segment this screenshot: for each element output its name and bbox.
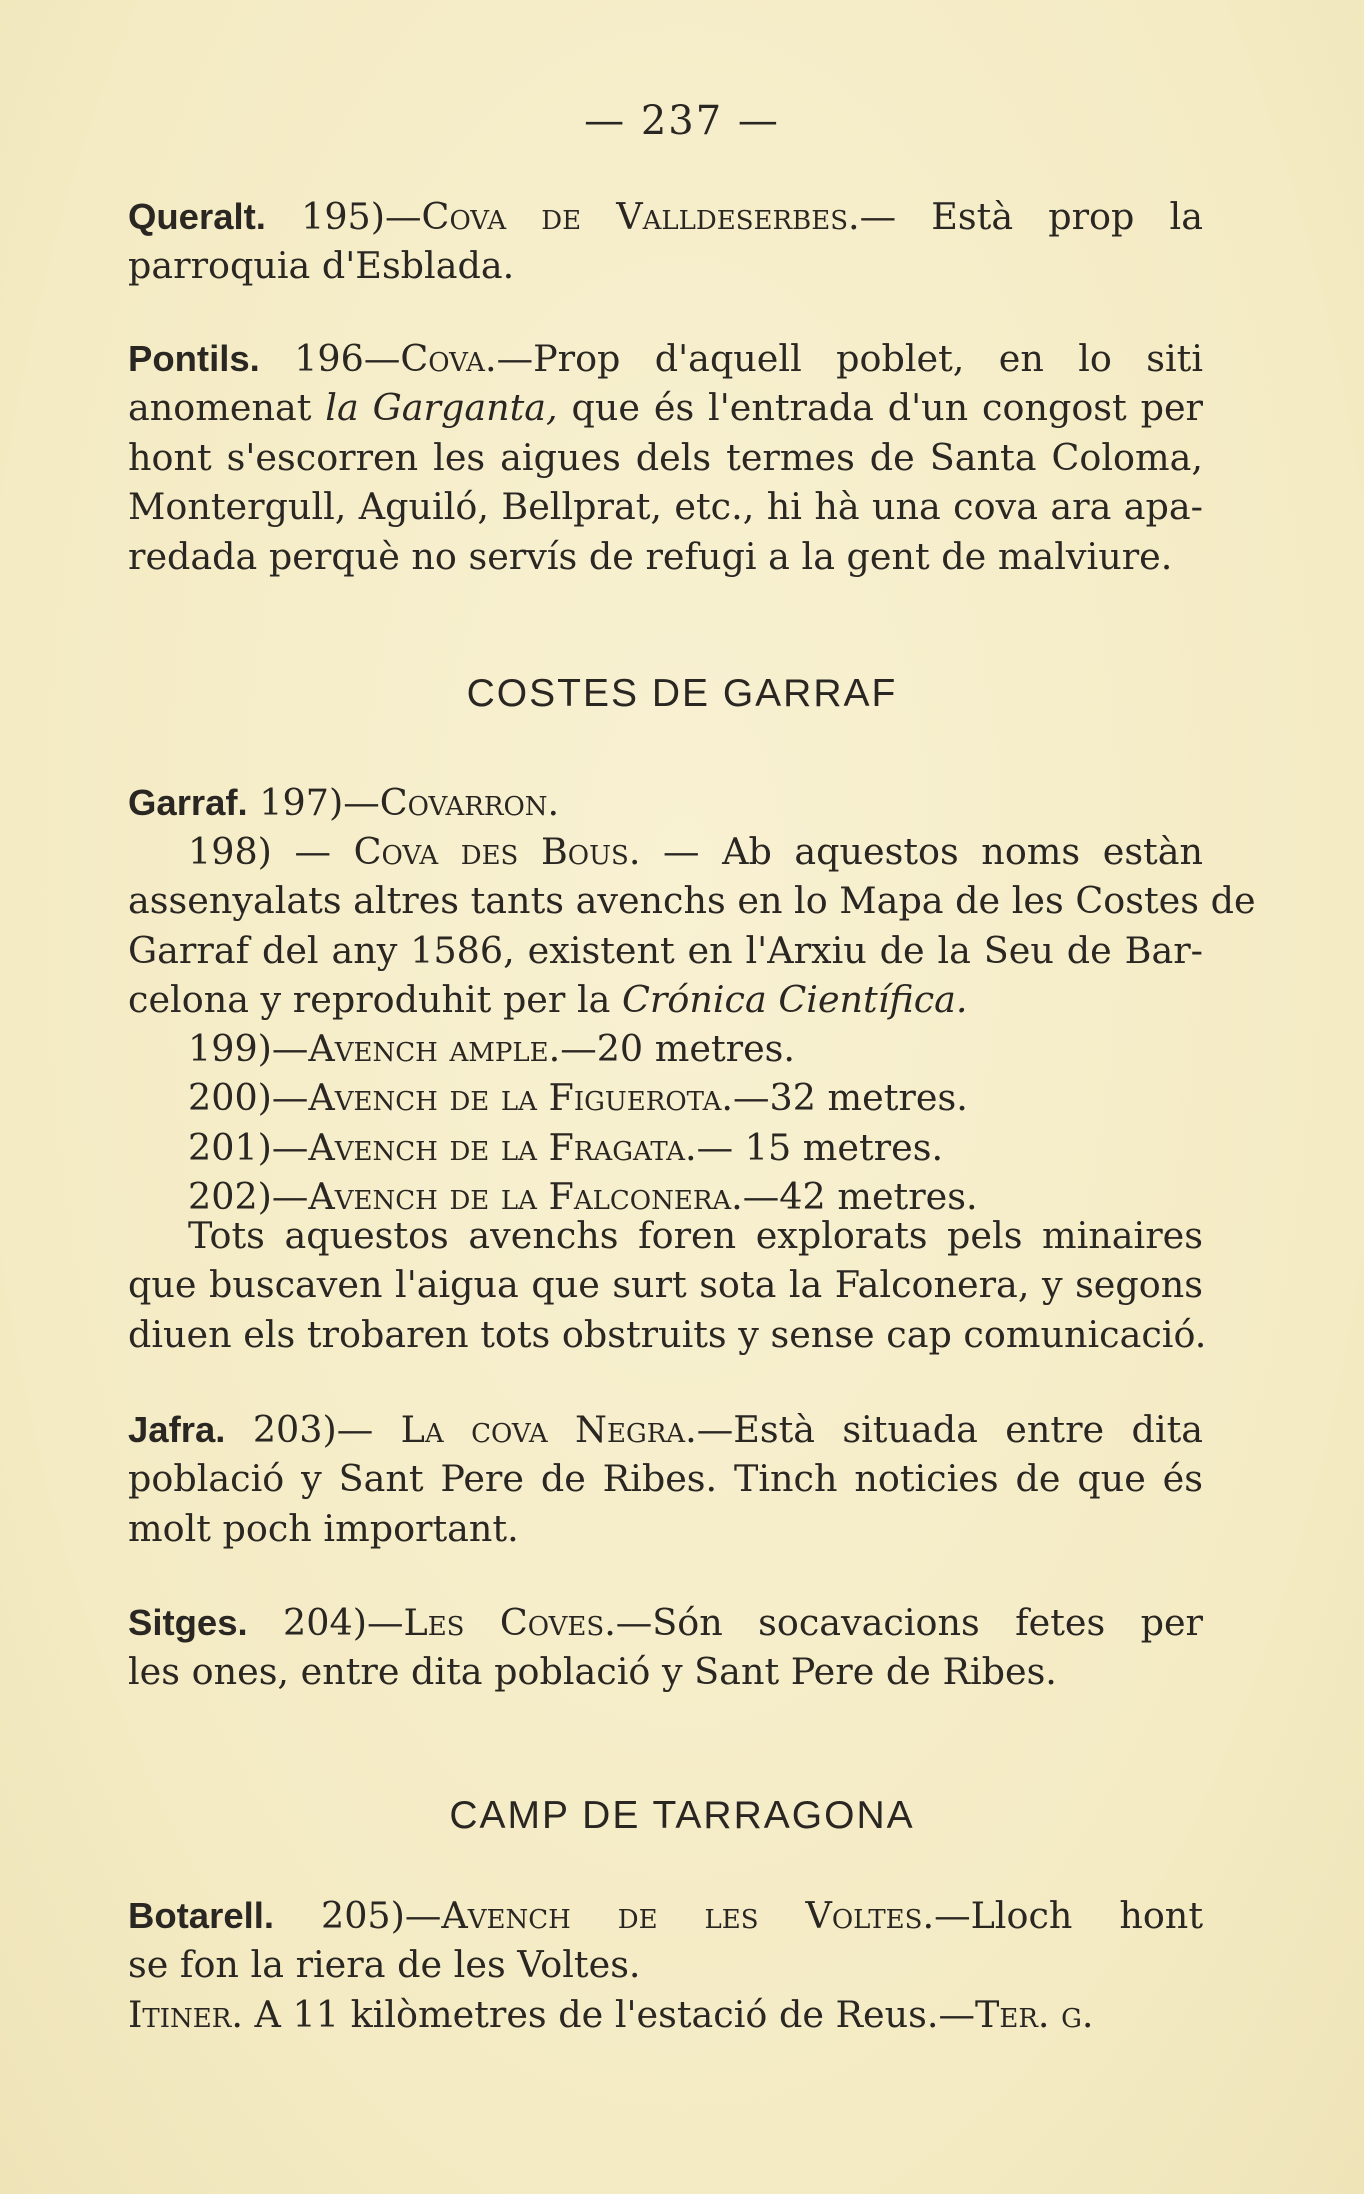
cave-name: Covarron. xyxy=(379,781,560,824)
entry-text: A 11 kilòmetres de l'estació de Reus.— xyxy=(242,1992,975,2036)
entry-number: 198) — xyxy=(188,830,354,873)
entry-sitges xyxy=(128,1598,1203,1697)
avench-list xyxy=(128,1024,1203,1222)
page-number: — 237 — xyxy=(584,98,780,144)
entry-number: 202)— xyxy=(188,1175,309,1219)
entry-number: 196— xyxy=(259,337,401,380)
cave-name: Avench de la Falconera. xyxy=(308,1175,743,1219)
place-name: Queralt. xyxy=(128,196,266,237)
entry-line xyxy=(128,1405,1203,1454)
cave-name: Avench de la Figuerota. xyxy=(308,1076,733,1120)
entry-line: Montergull, Aguiló, Bellprat, etc., hi hà una cova ara apa- xyxy=(128,485,1203,529)
entry-botarell xyxy=(128,1891,1203,2039)
entry-text: anomenat xyxy=(128,386,326,430)
entry-pontils xyxy=(128,334,1203,581)
entry-line xyxy=(128,1598,1203,1647)
entry-line xyxy=(128,192,1203,241)
entry-line: molt poch important. xyxy=(128,1506,519,1550)
place-name: Jafra. xyxy=(128,1409,226,1450)
entry-line: redada perquè no servís de refugi a la gent de malviure. xyxy=(128,534,1173,578)
section-heading-tarragona: CAMP DE TARRAGONA xyxy=(449,1794,915,1837)
entry-line: població y Sant Pere de Ribes. Tinch noticies de que és xyxy=(128,1457,1203,1501)
entry-queralt xyxy=(128,192,1203,291)
cave-name: Cova. xyxy=(400,337,497,380)
entry-garraf xyxy=(128,778,1203,827)
entry-line xyxy=(128,334,1203,383)
list-item xyxy=(128,1123,1203,1172)
entry-text: —Lloch hont xyxy=(934,1894,1203,1937)
entry-line: parroquia d'Esblada. xyxy=(128,244,515,288)
place-name: Pontils. xyxy=(128,338,260,379)
entry-line: Garraf del any 1586, existent en l'Arxiu de la Seu de Bar- xyxy=(128,928,1203,972)
section-heading-garraf: COSTES DE GARRAF xyxy=(466,672,898,715)
cave-name: Les Coves. xyxy=(403,1601,616,1644)
cave-name: Cova de Valldeserbes. xyxy=(421,195,860,238)
entry-line xyxy=(128,778,1203,827)
entry-text: celona y reproduhit per la xyxy=(128,978,622,1022)
cave-name: Avench de la Fragata. xyxy=(308,1125,697,1169)
entry-number: 199)— xyxy=(188,1027,309,1070)
entry-number: 200)— xyxy=(188,1076,309,1120)
place-name: Botarell. xyxy=(128,1895,275,1936)
entry-text: —Està situada entre dita xyxy=(696,1408,1203,1451)
entry-text: —42 metres. xyxy=(742,1175,978,1219)
italic-title: Crónica Científica. xyxy=(622,978,968,1022)
entry-number: 195)— xyxy=(265,195,422,238)
entry-line: se fon la riera de les Voltes. xyxy=(128,1943,641,1987)
entry-text: —20 metres. xyxy=(560,1027,796,1070)
entry-line: que buscaven l'aigua que surt sota la Falconera, y segons xyxy=(128,1263,1203,1307)
entry-line xyxy=(128,383,1203,432)
cave-name: La cova Negra. xyxy=(400,1408,697,1451)
entry-line: assenyalats altres tants avenchs en lo Mapa de les Costes de xyxy=(128,879,1256,923)
entry-line xyxy=(128,827,1203,876)
entry-number: 201)— xyxy=(188,1125,309,1169)
entry-number: 204)— xyxy=(247,1601,404,1644)
entry-text: — Està prop la xyxy=(859,195,1203,238)
entry-line: diuen els trobaren tots obstruits y sense cap comunicació. xyxy=(128,1312,1207,1356)
entry-line: Tots aquestos avenchs foren explorats pels minaires xyxy=(188,1214,1203,1257)
entry-text: — 15 metres. xyxy=(696,1125,944,1169)
place-name: Garraf. xyxy=(128,782,248,823)
cave-name: Avench de les Voltes. xyxy=(441,1894,935,1937)
abbreviation: Itiner. xyxy=(128,1992,243,2036)
entry-line xyxy=(128,1891,1203,1940)
place-name: Sitges. xyxy=(128,1602,248,1643)
list-item xyxy=(128,1073,1203,1122)
entry-line xyxy=(128,975,1203,1024)
entry-line: les ones, entre dita població y Sant Pere de Ribes. xyxy=(128,1650,1057,1694)
entry-tots xyxy=(128,1211,1207,1359)
entry-text: — Ab aquestos noms estàn xyxy=(640,830,1203,873)
cave-name: Avench ample. xyxy=(308,1027,561,1070)
abbreviation: Ter. g. xyxy=(975,1992,1094,2036)
entry-number: 203)— xyxy=(225,1408,401,1451)
entry-line xyxy=(128,1990,1203,2039)
entry-198 xyxy=(128,827,1256,1025)
cave-name: Cova des Bous. xyxy=(353,830,641,873)
entry-text: que és l'entrada d'un congost per xyxy=(557,386,1203,430)
entry-text: —Són socavacions fetes per xyxy=(615,1601,1203,1644)
entry-text: —Prop d'aquell poblet, en lo siti xyxy=(496,337,1203,380)
list-item xyxy=(128,1024,1203,1073)
entry-text: —32 metres. xyxy=(732,1076,968,1120)
entry-line: hont s'escorren les aigues dels termes de Santa Coloma, xyxy=(128,435,1203,479)
entry-number: 205)— xyxy=(274,1894,442,1937)
italic-place: la Garganta, xyxy=(325,386,558,430)
entry-number: 197)— xyxy=(247,781,380,824)
entry-jafra xyxy=(128,1405,1203,1553)
